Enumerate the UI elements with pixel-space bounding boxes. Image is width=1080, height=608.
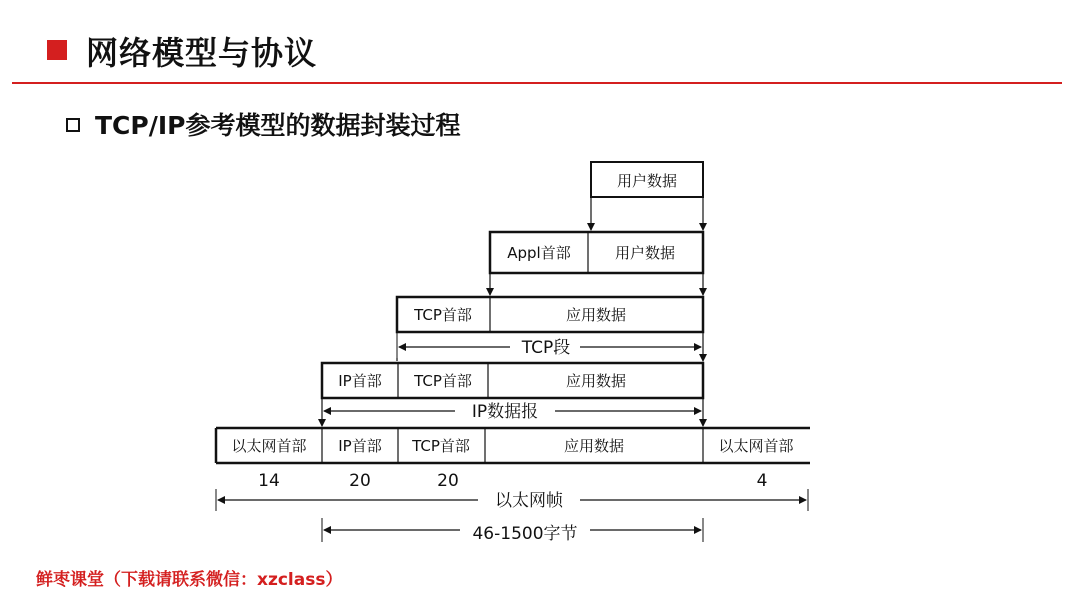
eth-trailer-size: 4 <box>756 471 768 491</box>
row-ethernet-frame <box>216 428 810 463</box>
tcp-segment-label: TCP段 <box>521 338 571 358</box>
row-application <box>490 232 703 273</box>
row-tcp-segment <box>397 297 703 332</box>
ip-datagram-span <box>322 398 701 426</box>
app-data-label: 应用数据 <box>565 306 627 324</box>
row-ip-datagram <box>322 363 703 398</box>
app-data-label-3: 应用数据 <box>563 437 625 455</box>
appl-header-label: Appl首部 <box>507 244 571 262</box>
ip-header-size: 20 <box>349 471 371 491</box>
tcp-header-label-3: TCP首部 <box>412 437 470 455</box>
user-data-label: 用户数据 <box>616 172 678 190</box>
eth-header-size: 14 <box>258 471 280 491</box>
ip-header-label-3: IP首部 <box>338 437 382 455</box>
tcp-header-size: 20 <box>437 471 459 491</box>
payload-size-span <box>322 518 703 544</box>
tcp-header-label-2: TCP首部 <box>414 372 472 390</box>
section-subtitle: TCP/IP参考模型的数据封装过程 <box>95 111 461 140</box>
ip-datagram-label: IP数据报 <box>471 402 539 422</box>
ethernet-frame-span <box>216 489 808 511</box>
row-user-data <box>591 162 703 197</box>
ethernet-frame-label: 以太网帧 <box>495 491 563 511</box>
page-title: 网络模型与协议 <box>86 34 318 72</box>
footer-watermark: 鲜枣课堂（下载请联系微信：xzclass） <box>36 570 343 590</box>
eth-trailer-label: 以太网首部 <box>718 437 794 455</box>
ip-header-label: IP首部 <box>338 372 382 390</box>
payload-size-label: 46-1500字节 <box>472 524 578 544</box>
user-data-label-2: 用户数据 <box>614 244 676 262</box>
eth-header-label: 以太网首部 <box>231 437 307 455</box>
app-data-label-2: 应用数据 <box>565 372 627 390</box>
tcp-segment-span <box>397 338 701 358</box>
tcp-header-label: TCP首部 <box>414 306 472 324</box>
